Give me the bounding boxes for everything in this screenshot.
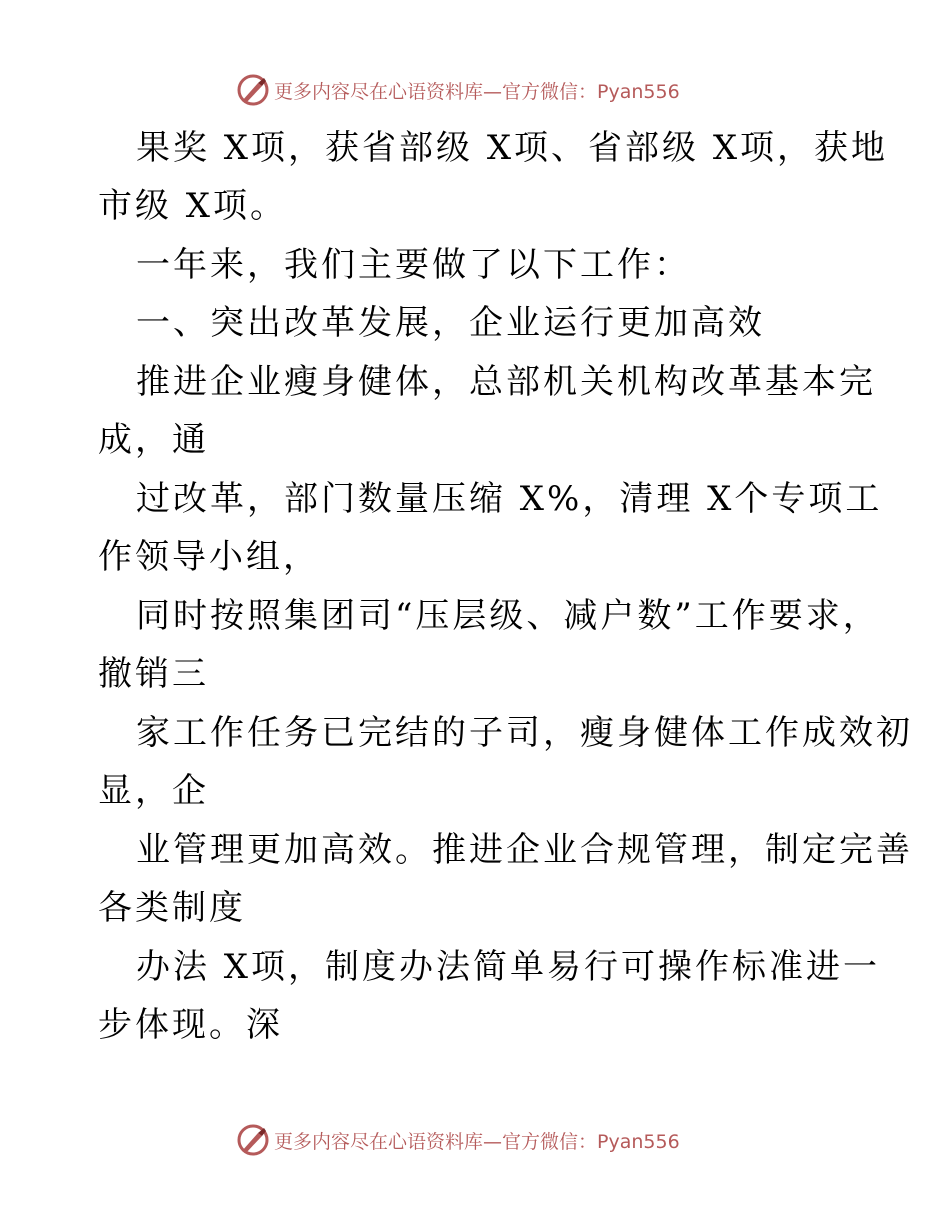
body-line-6: 成，通 — [98, 420, 209, 460]
body-line-5: 推进企业瘦身健体，总部机关机构改革基本完 — [136, 362, 876, 402]
body-line-8: 作领导小组， — [98, 537, 320, 577]
pen-logo-icon — [236, 1123, 270, 1157]
footer-banner — [236, 1122, 680, 1158]
body-line-11: 家工作任务已完结的子司，瘦身健体工作成效初 — [136, 713, 913, 753]
body-line-9: 同时按照集团司“压层级、减户数”工作要求， — [136, 596, 880, 636]
body-line-1: 果奖 X项，获省部级 X项、省部级 X项，获地 — [136, 128, 889, 168]
body-line-3: 一年来，我们主要做了以下工作： — [136, 245, 691, 285]
header-banner-text: 更多内容尽在心语资料库—官方微信：Pyan556 — [274, 80, 680, 103]
footer-banner-text: 更多内容尽在心语资料库—官方微信：Pyan556 — [274, 1130, 680, 1153]
body-line-15: 办法 X项，制度办法简单易行可操作标准进一 — [136, 947, 881, 987]
body-line-14: 各类制度 — [98, 888, 246, 928]
section-heading-1: 一、突出改革发展，企业运行更加高效 — [136, 303, 765, 343]
body-line-16: 步体现。深 — [98, 1005, 283, 1045]
body-line-13: 业管理更加高效。推进企业合规管理，制定完善 — [136, 830, 913, 870]
body-line-10: 撤销三 — [98, 654, 209, 694]
body-line-12: 显，企 — [98, 771, 209, 811]
body-line-7: 过改革，部门数量压缩 X%，清理 X个专项工 — [136, 479, 883, 519]
body-line-2: 市级 X项。 — [98, 186, 288, 226]
